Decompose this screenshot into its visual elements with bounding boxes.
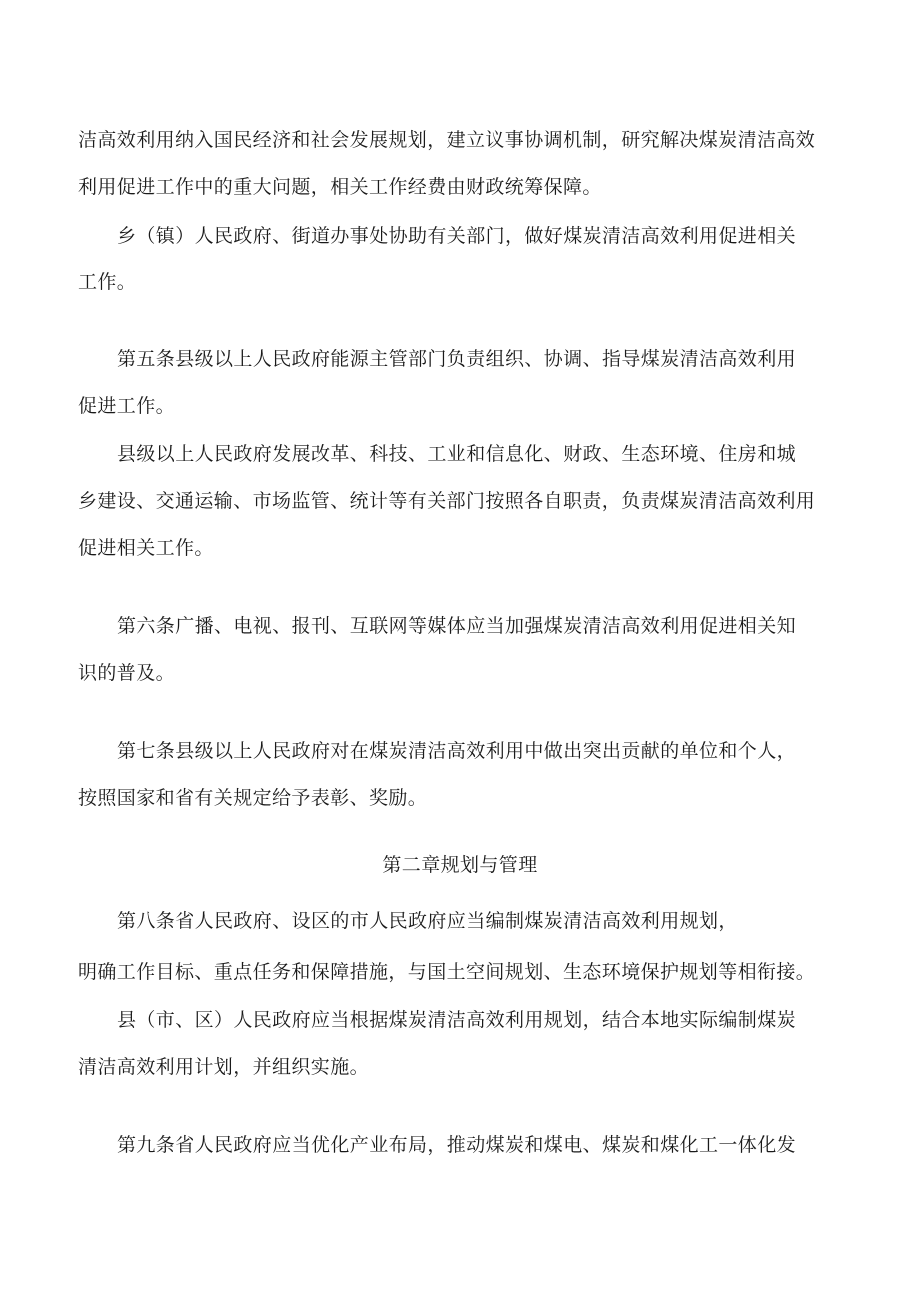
article-8-heading: 第八条省人民政府、设区的市人民政府应当编制煤炭清洁高效利用规划， <box>117 910 738 932</box>
text-line: 清洁高效利用计划，并组织实施。 <box>78 1056 370 1078</box>
text-line: 按照国家和省有关规定给予表彰、奖励。 <box>78 787 428 809</box>
article-9-heading: 第九条省人民政府应当优化产业布局，推动煤炭和煤电、煤炭和煤化工一体化发 <box>117 1134 797 1156</box>
text-line: 明确工作目标、重点任务和保障措施，与国土空间规划、生态环境保护规划等相衔接。 <box>78 961 816 983</box>
text-line: 识的普及。 <box>78 662 176 684</box>
paragraph-start: 县（市、区）人民政府应当根据煤炭清洁高效利用规划，结合本地实际编制煤炭 <box>117 1009 797 1031</box>
text-line: 乡建设、交通运输、市场监管、统计等有关部门按照各自职责，负责煤炭清洁高效利用 <box>78 490 816 512</box>
paragraph-start: 县级以上人民政府发展改革、科技、工业和信息化、财政、生态环境、住房和城 <box>117 443 797 465</box>
chapter-title: 第二章规划与管理 <box>382 854 538 876</box>
text-line: 工作。 <box>78 271 137 293</box>
text-line: 促进相关工作。 <box>78 537 214 559</box>
article-7-heading: 第七条县级以上人民政府对在煤炭清洁高效利用中做出突出贡献的单位和个人， <box>117 740 797 762</box>
text-line: 促进工作。 <box>78 395 176 417</box>
article-5-heading: 第五条县级以上人民政府能源主管部门负责组织、协调、指导煤炭清洁高效利用 <box>117 348 797 370</box>
text-line: 利用促进工作中的重大问题，相关工作经费由财政统筹保障。 <box>78 176 602 198</box>
paragraph-start: 乡（镇）人民政府、街道办事处协助有关部门，做好煤炭清洁高效利用促进相关 <box>117 225 797 247</box>
text-line: 洁高效利用纳入国民经济和社会发展规划，建立议事协调机制，研究解决煤炭清洁高效 <box>78 129 816 151</box>
article-6-heading: 第六条广播、电视、报刊、互联网等媒体应当加强煤炭清洁高效利用促进相关知 <box>117 615 797 637</box>
